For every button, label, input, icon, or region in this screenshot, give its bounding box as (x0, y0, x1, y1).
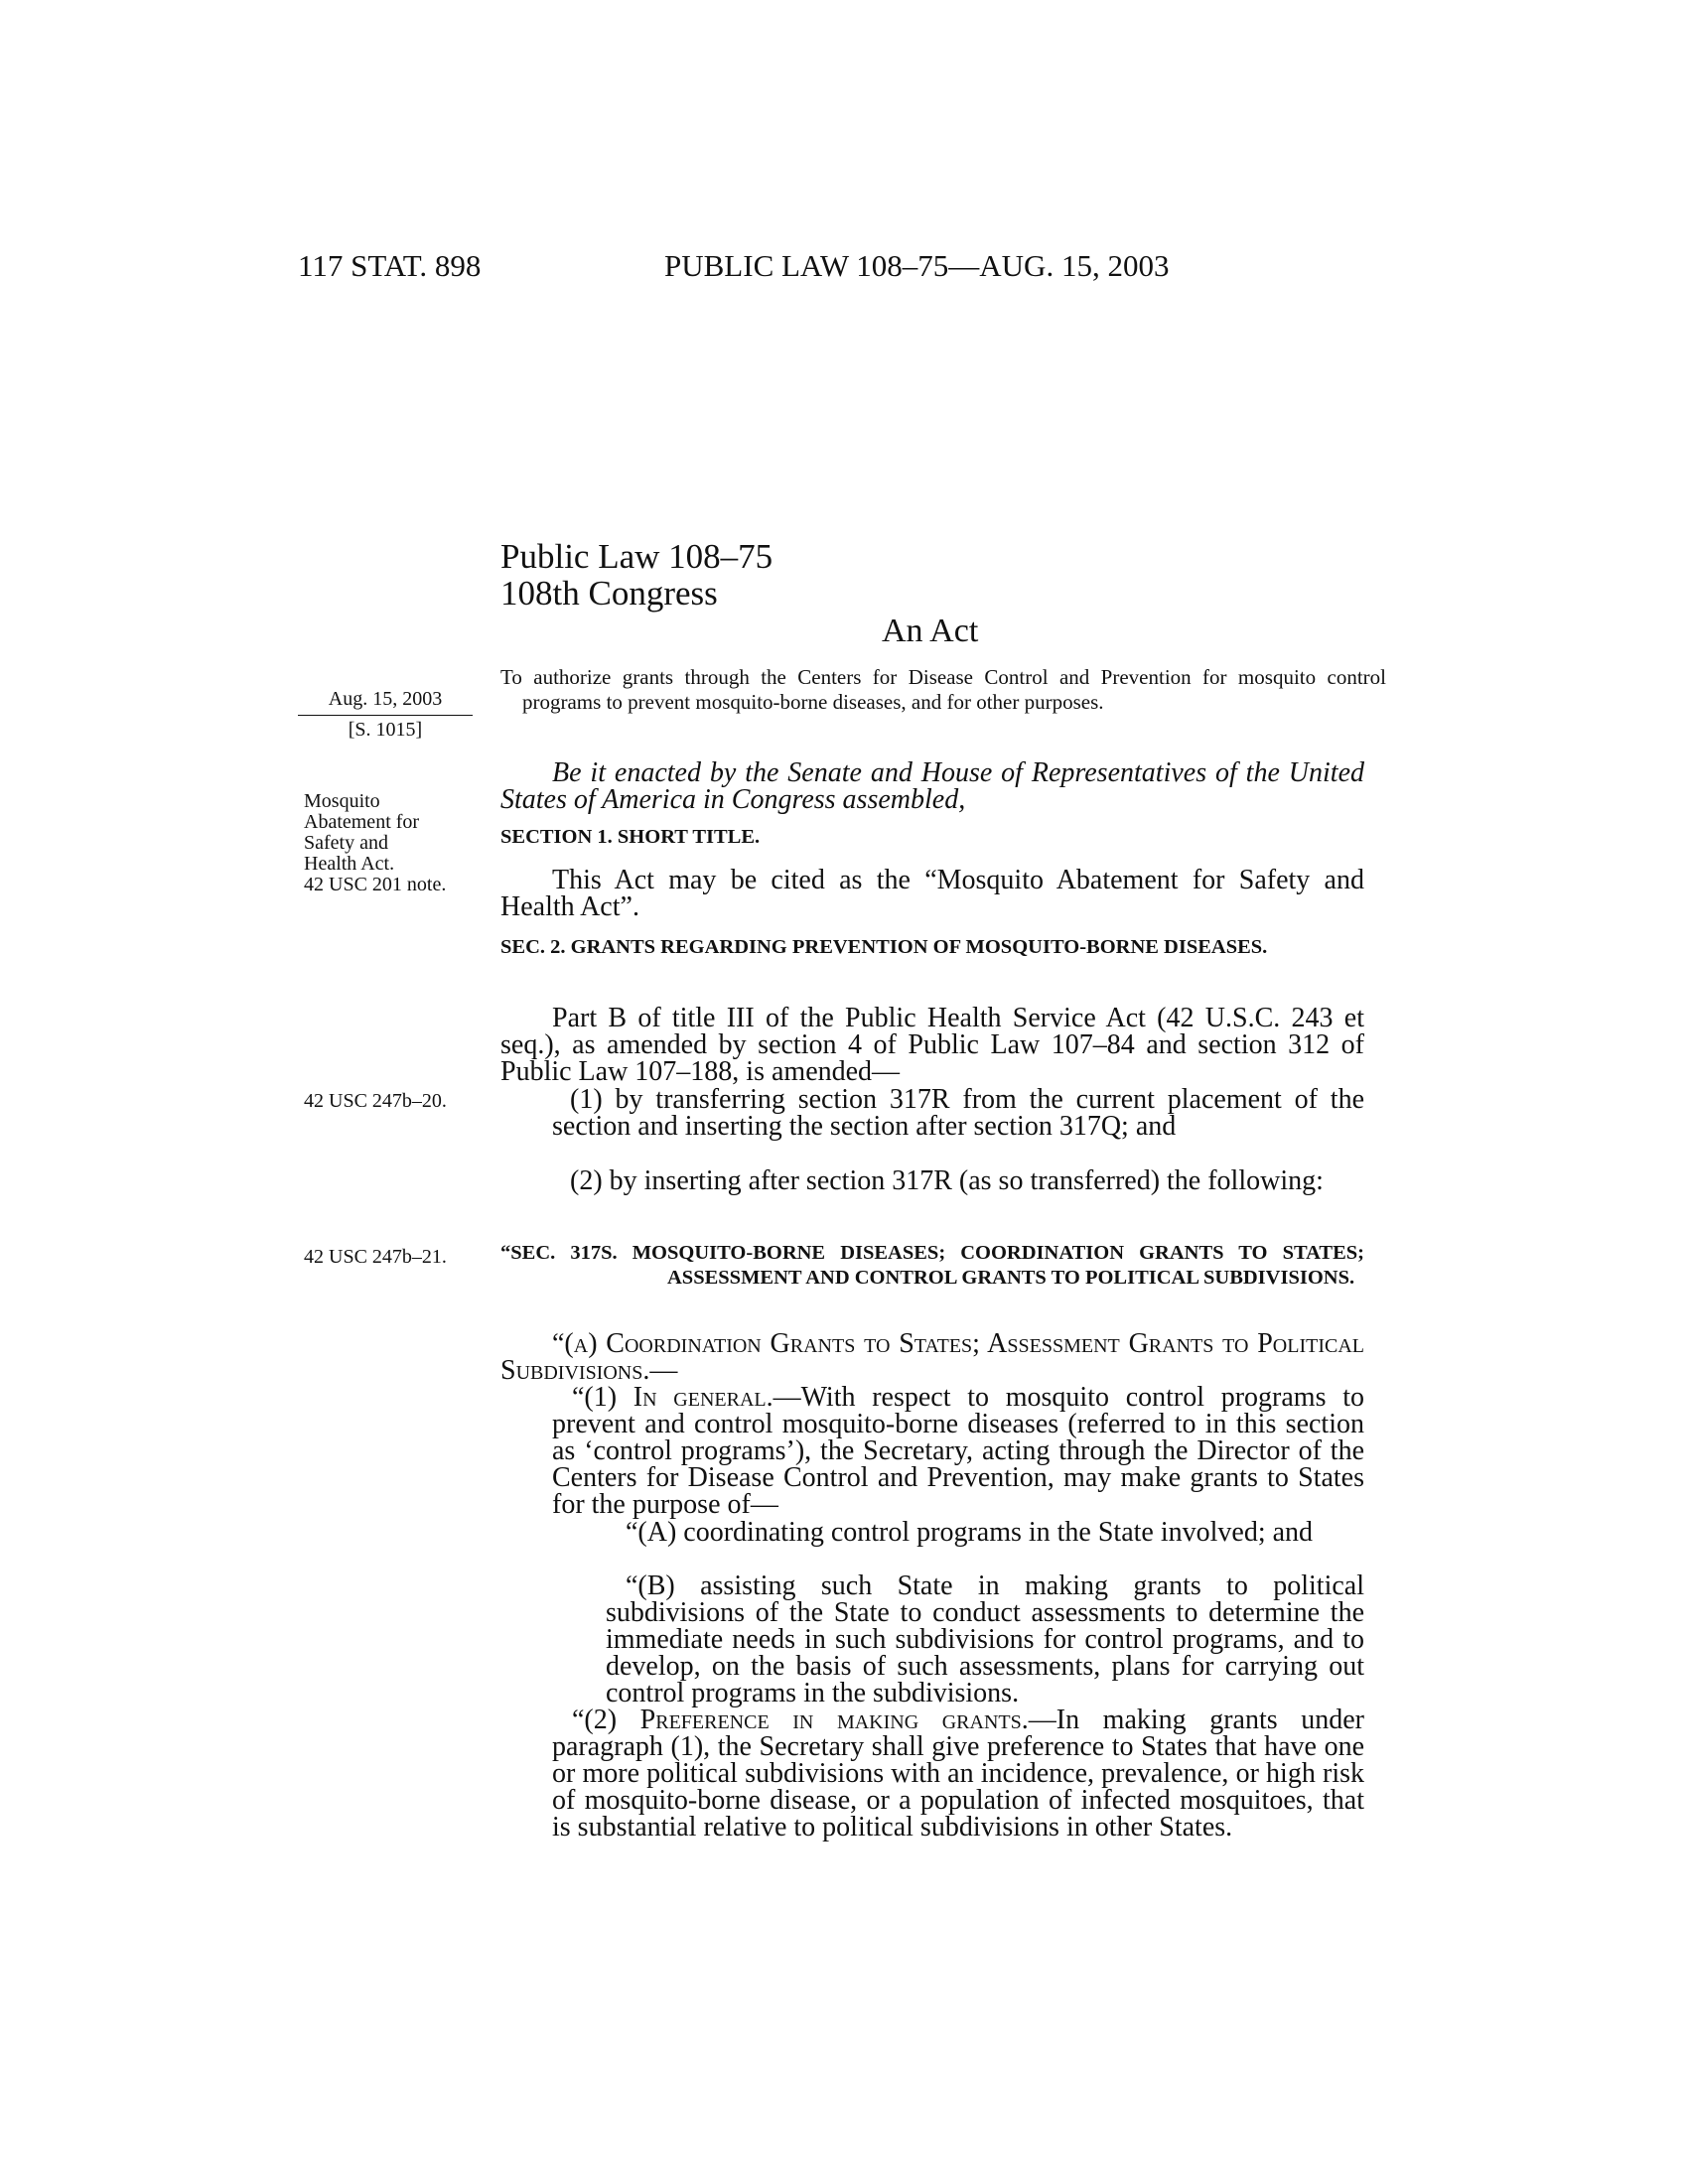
section-2-item-1: (1) by transferring section 317R from the current placement of the section and inserting the section after section 317Q; and (552, 1084, 1364, 1142)
short-title-note-line: 42 USC 201 note. (304, 874, 447, 895)
law-number: Public Law 108–75 (500, 537, 774, 576)
enacting-clause: Be it enacted by the Senate and House of Representatives of the United States of America in Congress assembled, (500, 757, 1364, 815)
paragraph-1-lead: “(1) In general. (572, 1382, 774, 1413)
short-title-note-line: Mosquito (304, 790, 380, 812)
short-title-note (304, 791, 483, 895)
enactment-date: Aug. 15, 2003 (328, 688, 443, 710)
clause-b: “(B) assisting such State in making grants to political subdivisions of the State to conduct assessments to determine the immediate needs in such subdivisions for control programs, and to develop, on the basis of such assessments, plans for carrying out control programs in the subdivisions. (606, 1570, 1364, 1708)
paragraph-1 (552, 1384, 1364, 1518)
act-label: An Act (882, 613, 979, 649)
short-title-note-line: Health Act. (304, 853, 395, 875)
section-2-intro: Part B of title III of the Public Health Service Act (42 U.S.C. 243 et seq.), as amended by section 4 of Public Law 107–84 and section 312 of Public Law 107–188, is amended— (500, 1003, 1364, 1087)
paragraph-1-text: —With respect to mosquito control programs to prevent and control mosquito-borne diseases (referred to in this section as ‘control programs’), the Secretary, acting through the Director of the Centers for Disease Control and Prevention, may make grants to States for the purpose of— (552, 1382, 1364, 1520)
section-317s-heading: “SEC. 317S. MOSQUITO-BORNE DISEASES; COORDINATION GRANTS TO STATES; ASSESSMENT AND CONTROL GRANTS TO POLITICAL SUBDIVISIONS. (500, 1242, 1364, 1289)
short-title-note-line: Abatement for (304, 811, 420, 833)
section-1-text: This Act may be cited as the “Mosquito Abatement for Safety and Health Act”. (500, 865, 1364, 922)
purpose-statement: To authorize grants through the Centers for Disease Control and Prevention for mosquito control programs to prevent mosquito-borne diseases, and for other purposes. (500, 665, 1386, 714)
paragraph-2-lead: “(2) Preference in making grants. (572, 1705, 1029, 1735)
page-reference: 117 STAT. 898 (298, 248, 482, 283)
paragraph-2 (552, 1706, 1364, 1841)
bill-number: [S. 1015] (348, 719, 423, 741)
margin-rule (298, 715, 473, 716)
usc-note-247b-21: 42 USC 247b–21. (304, 1246, 447, 1268)
paragraph-2-text: —In making grants under paragraph (1), the Secretary shall give preference to States that have one or more political subdivisions with an incidence, prevalence, or high risk of mosquito-borne disease, or a population of infected mosquitoes, that is substantial relative to political subdivisions in other States. (552, 1705, 1364, 1843)
congress: 108th Congress (500, 574, 718, 613)
running-title: PUBLIC LAW 108–75—AUG. 15, 2003 (664, 248, 1170, 283)
section-2-heading: SEC. 2. GRANTS REGARDING PREVENTION OF MOSQUITO-BORNE DISEASES. (500, 936, 1268, 958)
short-title-note-line: Safety and (304, 832, 388, 854)
section-2-item-2: (2) by inserting after section 317R (as so transferred) the following: (570, 1165, 1324, 1196)
usc-note-247b-20: 42 USC 247b–20. (304, 1090, 447, 1112)
section-1-heading: SECTION 1. SHORT TITLE. (500, 826, 761, 848)
subsection-a-heading: “(a) Coordination Grants to States; Assessment Grants to Political Subdivisions.— (500, 1328, 1364, 1386)
clause-a: “(A) coordinating control programs in the State involved; and (626, 1517, 1314, 1548)
